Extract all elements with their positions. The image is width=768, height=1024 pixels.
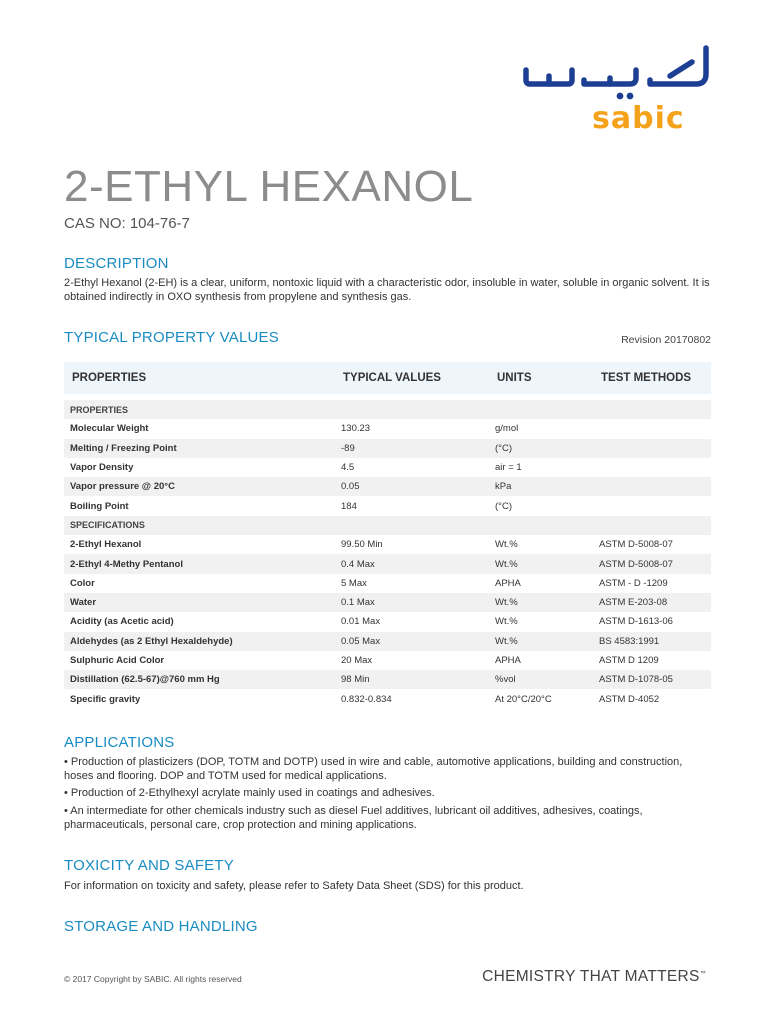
- property-name: Distillation (62.5-67)@760 mm Hg: [64, 670, 335, 689]
- property-method: [593, 477, 711, 496]
- description-heading: DESCRIPTION: [64, 255, 169, 272]
- trademark-mark: ™: [699, 970, 706, 977]
- property-values-heading: TYPICAL PROPERTY VALUES: [64, 329, 279, 346]
- property-value: 0.4 Max: [335, 554, 489, 573]
- property-value: 5 Max: [341, 577, 367, 589]
- sabic-wordmark: sabic: [592, 101, 685, 132]
- property-value: 0.832-0.834: [341, 693, 392, 705]
- property-method: ASTM E-203-08: [593, 593, 711, 612]
- application-item: • Production of 2-Ethylhexyl acrylate mainly used in coatings and adhesives.: [64, 787, 435, 799]
- property-method: ASTM D 1209: [599, 655, 659, 666]
- table-row: [64, 439, 711, 458]
- property-value: 99.50 Min: [341, 539, 383, 551]
- product-title: 2-ETHYL HEXANOL: [64, 162, 474, 211]
- property-name: Acidity (as Acetic acid): [70, 616, 174, 628]
- property-method: [593, 458, 711, 477]
- property-method: ASTM D-5008-07: [599, 539, 673, 551]
- table-row: [64, 632, 711, 651]
- property-method: [593, 496, 711, 515]
- property-unit: air = 1: [495, 462, 522, 474]
- application-item: • An intermediate for other chemicals industry such as diesel Fuel additives, lubricant oil additives, adhesives, coatings, pharmaceuticals, personal care, crop protection and mining applications.: [64, 805, 643, 831]
- table-header-row: [64, 362, 711, 397]
- property-name: Water: [64, 593, 335, 612]
- table-row: [64, 689, 711, 708]
- table-row: [64, 554, 711, 573]
- property-value: -89: [335, 439, 489, 458]
- property-method: BS 4583:1991: [593, 632, 711, 651]
- property-name: Boiling Point: [70, 500, 129, 512]
- property-unit: Wt.%: [489, 554, 593, 573]
- table-row: [64, 574, 711, 593]
- property-value: 98 Min: [335, 670, 489, 689]
- section-row-specifications: [64, 516, 711, 535]
- property-unit: At 20°C/20°C: [495, 693, 552, 705]
- property-table: [64, 362, 711, 709]
- property-value: 184: [341, 500, 357, 512]
- property-unit: Wt.%: [489, 593, 593, 612]
- property-name: Vapor pressure @ 20°C: [64, 477, 335, 496]
- revision-label: Revision 20170802: [621, 334, 711, 346]
- property-method: ASTM - D -1209: [599, 577, 668, 589]
- property-unit: g/mol: [495, 423, 519, 435]
- property-method: ASTM D-1613-06: [599, 616, 673, 628]
- property-method: ASTM D-5008-07: [593, 554, 711, 573]
- cas-number: CAS NO: 104-76-7: [64, 215, 190, 232]
- copyright-notice: © 2017 Copyright by SABIC. All rights reserved: [64, 974, 242, 984]
- property-name: Specific gravity: [70, 693, 141, 705]
- sabic-logo-mark: [520, 40, 720, 132]
- property-method: [593, 419, 711, 438]
- property-method: ASTM D-4052: [599, 693, 660, 705]
- property-value: 0.05 Max: [335, 632, 489, 651]
- applications-heading: APPLICATIONS: [64, 734, 175, 751]
- column-header-typical-values: TYPICAL VALUES: [335, 362, 489, 397]
- property-unit: APHA: [495, 577, 521, 589]
- tagline: [482, 968, 706, 986]
- table-row: [64, 458, 711, 477]
- tagline-text: CHEMISTRY THAT MATTERS: [482, 968, 700, 985]
- property-name: 2-Ethyl 4-Methy Pentanol: [64, 554, 335, 573]
- property-value: 130.23: [341, 423, 371, 435]
- table-row: [64, 496, 711, 515]
- table-row: [64, 670, 711, 689]
- property-value: 0.05: [335, 477, 489, 496]
- storage-heading: STORAGE AND HANDLING: [64, 918, 258, 935]
- section-label: PROPERTIES: [64, 397, 711, 419]
- property-value: 0.01 Max: [341, 616, 381, 628]
- property-name: Aldehydes (as 2 Ethyl Hexaldehyde): [64, 632, 335, 651]
- toxicity-text: For information on toxicity and safety, please refer to Safety Data Sheet (SDS) for this product.: [64, 880, 524, 892]
- property-unit: kPa: [489, 477, 593, 496]
- sabic-logo: [520, 40, 720, 132]
- toxicity-heading: TOXICITY AND SAFETY: [64, 857, 234, 874]
- property-unit: (°C): [495, 500, 512, 512]
- property-unit: Wt.%: [489, 632, 593, 651]
- table-row: [64, 535, 711, 554]
- property-name: Melting / Freezing Point: [64, 439, 335, 458]
- application-item: • Production of plasticizers (DOP, TOTM and DOTP) used in wire and cable, automotive applications, building and construction, hoses and flooring. DOP and TOTM used for medical applications.: [64, 756, 683, 782]
- property-unit: Wt.%: [495, 539, 518, 551]
- table-row: [64, 651, 711, 670]
- property-unit: Wt.%: [495, 616, 518, 628]
- property-value: 0.1 Max: [335, 593, 489, 612]
- property-name: 2-Ethyl Hexanol: [70, 539, 142, 551]
- table-row: [64, 477, 711, 496]
- column-header-properties: PROPERTIES: [64, 362, 335, 397]
- property-unit: (°C): [489, 439, 593, 458]
- property-unit: %vol: [489, 670, 593, 689]
- table-row: [64, 419, 711, 438]
- column-header-units: UNITS: [489, 362, 593, 397]
- property-method: [593, 439, 711, 458]
- section-row-properties: [64, 397, 711, 419]
- table-row: [64, 612, 711, 631]
- property-method: ASTM D-1078-05: [593, 670, 711, 689]
- property-name: Color: [70, 577, 95, 589]
- property-unit: APHA: [495, 655, 521, 666]
- table-row: [64, 593, 711, 612]
- property-value: 4.5: [341, 462, 355, 474]
- property-value: 20 Max: [341, 655, 373, 666]
- property-name: Vapor Density: [70, 462, 134, 474]
- property-name: Molecular Weight: [70, 423, 149, 435]
- property-name: Sulphuric Acid Color: [70, 655, 165, 666]
- column-header-test-methods: TEST METHODS: [593, 362, 711, 397]
- section-label: SPECIFICATIONS: [64, 516, 711, 535]
- description-text: 2-Ethyl Hexanol (2-EH) is a clear, uniform, nontoxic liquid with a characteristic odor, insoluble in water, soluble in organic solvent. It is obtained indirectly in OXO synthesis from propylene and synthesis gas.: [64, 277, 710, 303]
